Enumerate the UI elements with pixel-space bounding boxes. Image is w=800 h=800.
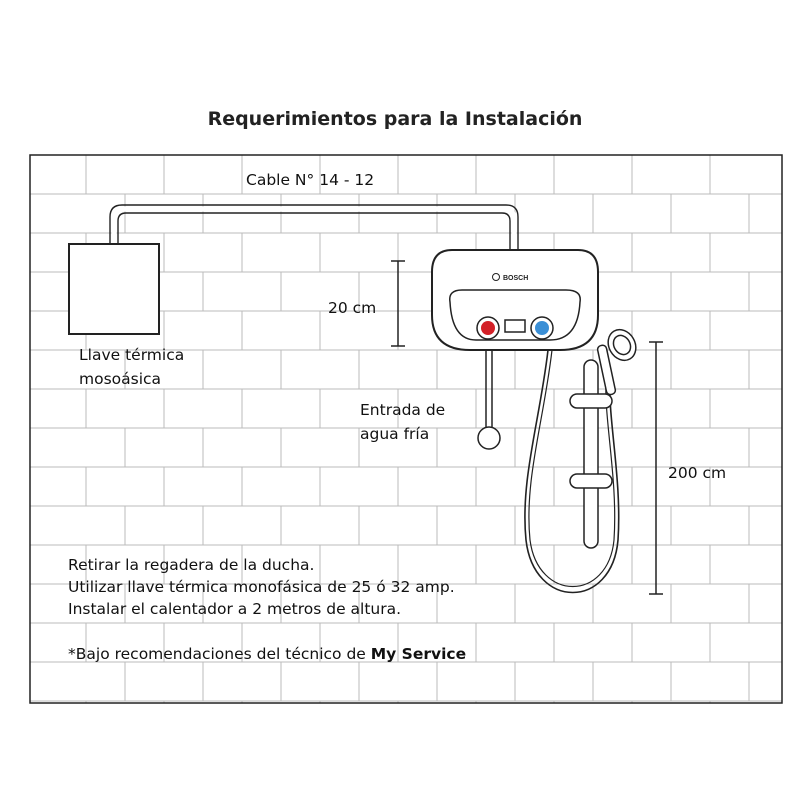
dimension-20cm <box>391 261 405 346</box>
footnote-brand: My Service <box>370 645 467 663</box>
heater-display <box>505 320 525 332</box>
dimension-200cm <box>649 342 663 594</box>
cold-knob-icon <box>535 321 549 335</box>
dimension-200cm-label: 200 cm <box>668 464 727 482</box>
instructions-list <box>68 554 455 620</box>
water-inlet-label-line2: agua fría <box>360 425 430 443</box>
shower-head-icon <box>597 325 641 396</box>
instruction-item: Instalar el calentador a 2 metros de altura. <box>68 600 402 618</box>
instruction-item: Retirar la regadera de la ducha. <box>68 556 315 574</box>
breaker-box-icon <box>69 244 159 334</box>
cable-label: Cable N° 14 - 12 <box>246 171 375 189</box>
diagram-title: Requerimientos para la Instalación <box>207 108 583 130</box>
hot-knob-icon <box>481 321 495 335</box>
water-heater-icon <box>432 250 598 350</box>
breaker-label-line2: mosoásica <box>79 370 162 388</box>
footnote <box>68 645 466 663</box>
water-inlet-icon <box>478 350 500 449</box>
cable <box>110 205 518 250</box>
heater-brand-label: BOSCH <box>503 275 529 282</box>
breaker-label-line1: Llave térmica <box>79 346 185 364</box>
dimension-20cm-label: 20 cm <box>328 299 377 317</box>
water-inlet-label-line1: Entrada de <box>360 401 446 419</box>
footnote-text: *Bajo recomendaciones del técnico de <box>68 645 371 663</box>
cable-fill <box>114 209 514 249</box>
instruction-item: Utilizar llave térmica monofásica de 25 ó 32 amp. <box>68 578 455 596</box>
